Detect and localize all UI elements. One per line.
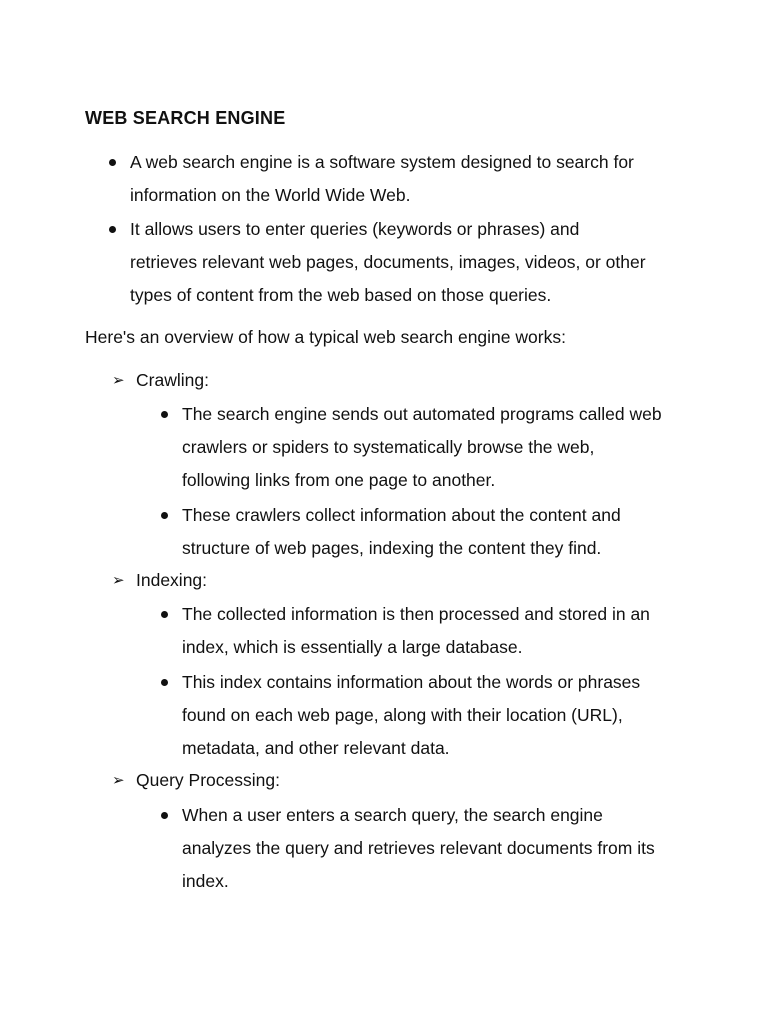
indexing-bullet-1-line-2: index, which is essentially a large database. xyxy=(182,637,523,657)
indexing-bullet-2-line-3: metadata, and other relevant data. xyxy=(182,738,450,758)
arrow-bullet-icon: ➢ xyxy=(112,571,125,589)
crawling-bullet-2-line-1: These crawlers collect information about the content and xyxy=(182,505,621,525)
intro-bullet-2-line-2: retrieves relevant web pages, documents, images, videos, or other xyxy=(130,252,646,272)
bullet-dot xyxy=(109,226,116,233)
crawling-bullet-1-line-2: crawlers or spiders to systematically browse the web, xyxy=(182,437,595,457)
query-bullet-1-line-1: When a user enters a search query, the search engine xyxy=(182,805,603,825)
indexing-bullet-2-line-1: This index contains information about the words or phrases xyxy=(182,672,641,692)
intro-bullet-2-line-1: It allows users to enter queries (keywords or phrases) and xyxy=(130,219,580,239)
bullet-dot xyxy=(161,512,168,519)
intro-bullet-2-line-3: types of content from the web based on those queries. xyxy=(130,285,552,305)
query-bullet-1-line-2: analyzes the query and retrieves relevant documents from its xyxy=(182,838,655,858)
section-heading-query-processing: Query Processing: xyxy=(136,770,280,790)
crawling-bullet-1-line-3: following links from one page to another. xyxy=(182,470,496,490)
bullet-dot xyxy=(109,159,116,166)
indexing-bullet-1-line-1: The collected information is then processed and stored in an xyxy=(182,604,650,624)
section-heading-crawling: Crawling: xyxy=(136,370,209,390)
bullet-dot xyxy=(161,411,168,418)
bullet-dot xyxy=(161,812,168,819)
bullet-dot xyxy=(161,679,168,686)
indexing-bullet-2-line-2: found on each web page, along with their location (URL), xyxy=(182,705,623,725)
query-bullet-1-line-3: index. xyxy=(182,871,229,891)
crawling-bullet-2-line-2: structure of web pages, indexing the content they find. xyxy=(182,538,602,558)
crawling-bullet-1-line-1: The search engine sends out automated programs called web xyxy=(182,404,662,424)
document-title: WEB SEARCH ENGINE xyxy=(85,108,286,128)
intro-bullet-1-line-2: information on the World Wide Web. xyxy=(130,185,411,205)
bullet-dot xyxy=(161,611,168,618)
section-heading-indexing: Indexing: xyxy=(136,570,208,590)
arrow-bullet-icon: ➢ xyxy=(112,771,125,789)
arrow-bullet-icon: ➢ xyxy=(112,371,125,389)
intro-bullet-1-line-1: A web search engine is a software system designed to search for xyxy=(130,152,634,172)
overview-line: Here's an overview of how a typical web search engine works: xyxy=(85,327,566,347)
